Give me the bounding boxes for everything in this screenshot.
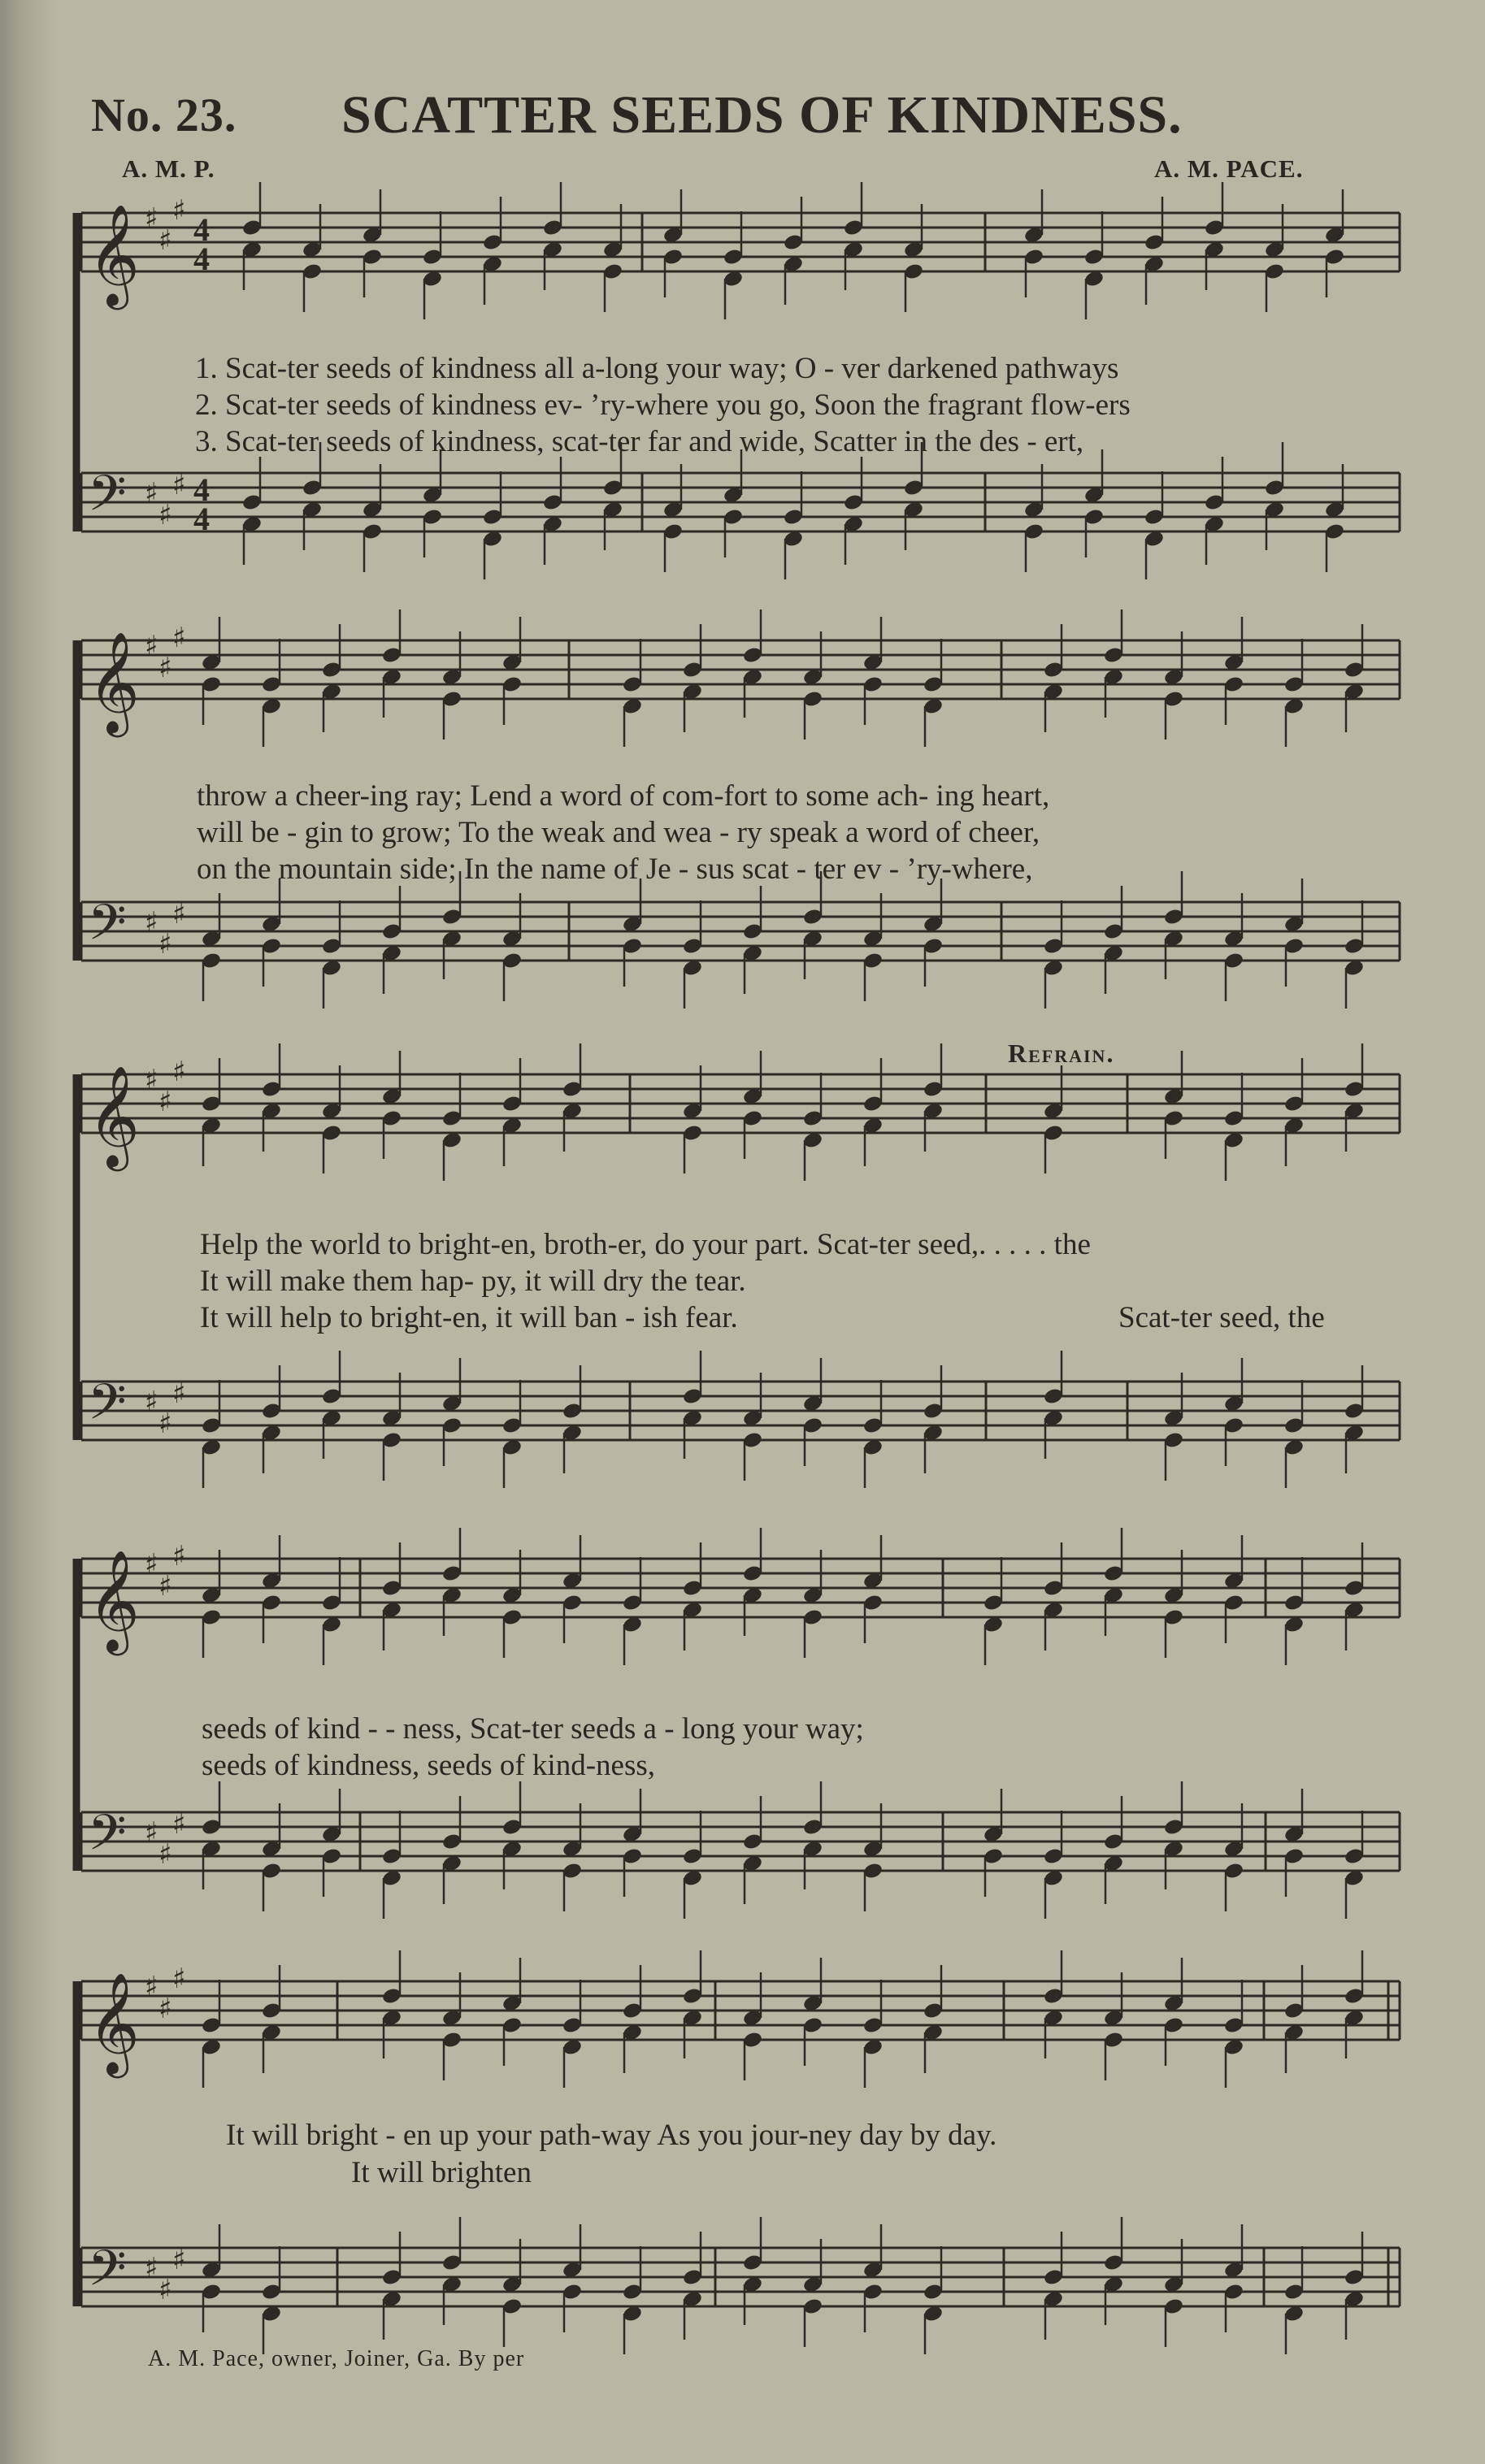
lyric-s2-v1: throw a cheer-ing ray; Lend a word of com-fort to some ach- ing heart, <box>197 779 1050 813</box>
treble-clef-icon: 𝄞 <box>88 1550 140 1651</box>
svg-text:♯: ♯ <box>145 1386 158 1418</box>
svg-text:♯: ♯ <box>158 1838 172 1871</box>
chord <box>381 609 402 718</box>
key-signature-a-major <box>145 469 185 531</box>
refrain-label: Refrain. <box>1008 1039 1115 1068</box>
chord <box>802 871 823 979</box>
chord <box>1103 2217 1124 2325</box>
svg-text:♯: ♯ <box>158 1086 172 1118</box>
treble-clef-icon: 𝄞 <box>88 1972 140 2074</box>
svg-text:♯: ♯ <box>172 1808 186 1841</box>
chord <box>1204 182 1225 290</box>
svg-text:♯: ♯ <box>145 906 158 939</box>
chord <box>1043 1950 1064 2058</box>
svg-text:4: 4 <box>193 211 210 248</box>
lyric-s3-l2: It will make them hap- py, it will dry the tear. <box>200 1265 746 1298</box>
time-signature <box>193 211 210 277</box>
chord <box>542 182 563 290</box>
lyric-s5-l2: It will brighten <box>351 2156 532 2189</box>
chord <box>321 1351 342 1459</box>
key-signature-a-major <box>145 898 185 961</box>
svg-text:♯: ♯ <box>158 1570 172 1603</box>
chord <box>441 871 462 979</box>
chord <box>682 1950 703 2058</box>
hymn-title: SCATTER SEEDS OF KINDNESS. <box>341 85 1183 145</box>
key-signature-a-major <box>145 622 185 684</box>
chord <box>441 1528 462 1636</box>
time-signature <box>193 471 210 537</box>
chord <box>1103 609 1124 718</box>
svg-text:4: 4 <box>193 241 210 277</box>
key-signature-a-major <box>145 1377 185 1440</box>
svg-text:♯: ♯ <box>172 898 186 931</box>
lyric-s5-l1: It will bright - en up your path-way As you jour-ney day by day. <box>226 2119 997 2152</box>
chord <box>241 182 263 290</box>
svg-text:♯: ♯ <box>145 1971 158 2003</box>
key-signature-a-major <box>145 1963 185 2025</box>
lyric-s2-v3: on the mountain side; In the name of Je - sus scat - ter ev - ’ry-where, <box>197 852 1033 886</box>
key-signature-a-major <box>145 1540 185 1603</box>
svg-text:♯: ♯ <box>158 2274 172 2306</box>
chord <box>742 2217 763 2325</box>
lyric-s3-l3b: Scat-ter seed, the <box>1118 1301 1325 1334</box>
svg-text:♯: ♯ <box>145 630 158 662</box>
svg-text:♯: ♯ <box>172 1963 186 1995</box>
svg-text:♯: ♯ <box>145 477 158 510</box>
key-signature-a-major <box>145 1808 185 1871</box>
svg-text:♯: ♯ <box>145 1064 158 1096</box>
composer-credit: A. M. PACE. <box>1154 154 1304 183</box>
svg-text:♯: ♯ <box>158 1408 172 1440</box>
chord <box>1043 1351 1064 1459</box>
svg-text:♯: ♯ <box>145 202 158 235</box>
chord <box>441 2217 462 2325</box>
chord <box>502 1781 523 1889</box>
lyric-s2-v2: will be - gin to grow; To the weak and wea - ry speak a word of cheer, <box>197 816 1040 849</box>
chord <box>802 1781 823 1889</box>
svg-text:♯: ♯ <box>172 1377 186 1410</box>
treble-clef-icon: 𝄞 <box>88 204 140 306</box>
svg-text:♯: ♯ <box>158 928 172 961</box>
key-signature-a-major <box>145 194 185 257</box>
svg-text:♯: ♯ <box>158 652 172 684</box>
lyric-s4-l2: seeds of kindness, seeds of kind-ness, <box>202 1749 655 1782</box>
footer-copyright: A. M. Pace, owner, Joiner, Ga. By per <box>148 2346 525 2371</box>
bass-clef-icon: 𝄢 <box>88 465 127 535</box>
lyric-s1-v2: 2. Scat-ter seeds of kindness ev- ’ry-where you go, Soon the fragrant flow-ers <box>195 388 1131 422</box>
svg-text:♯: ♯ <box>145 1816 158 1849</box>
chord <box>742 1528 763 1636</box>
chord <box>562 1043 583 1152</box>
chord <box>682 1351 703 1459</box>
svg-text:♯: ♯ <box>172 2244 186 2276</box>
treble-clef-icon: 𝄞 <box>88 1065 140 1167</box>
svg-text:♯: ♯ <box>158 224 172 257</box>
svg-text:♯: ♯ <box>172 469 186 501</box>
svg-text:♯: ♯ <box>145 1548 158 1581</box>
chord <box>1264 442 1285 550</box>
chord <box>742 609 763 718</box>
bass-clef-icon: 𝄢 <box>88 1373 127 1443</box>
svg-text:♯: ♯ <box>158 1993 172 2025</box>
svg-text:♯: ♯ <box>158 499 172 531</box>
chord <box>1103 1528 1124 1636</box>
chord <box>1344 1043 1365 1152</box>
chord <box>843 182 864 290</box>
chord <box>201 1781 222 1889</box>
svg-text:♯: ♯ <box>172 194 186 227</box>
lyric-s1-v1: 1. Scat-ter seeds of kindness all a-long your way; O - ver darkened pathways <box>195 352 1119 385</box>
lyric-s3-l3: It will help to bright-en, it will ban - ish fear. <box>200 1301 738 1334</box>
svg-text:4: 4 <box>193 471 210 508</box>
bass-clef-icon: 𝄢 <box>88 2240 127 2310</box>
lyricist-credit: A. M. P. <box>122 154 215 183</box>
chord <box>261 1043 282 1152</box>
svg-text:♯: ♯ <box>172 1540 186 1573</box>
svg-text:♯: ♯ <box>172 1056 186 1088</box>
lyric-s1-v3: 3. Scat-ter seeds of kindness, scat-ter far and wide, Scatter in the des - ert, <box>195 425 1084 458</box>
key-signature-a-major <box>145 2244 185 2306</box>
svg-text:♯: ♯ <box>172 622 186 654</box>
chord <box>1163 1781 1184 1889</box>
chord <box>1344 1950 1365 2058</box>
key-signature-a-major <box>145 1056 185 1118</box>
chord <box>923 1043 944 1152</box>
svg-text:4: 4 <box>193 501 210 537</box>
hymn-number: No. 23. <box>91 89 237 141</box>
svg-text:♯: ♯ <box>145 2252 158 2284</box>
lyric-s3-l1: Help the world to bright-en, broth-er, do your part. Scat-ter seed,. . . . . the <box>200 1228 1091 1261</box>
bass-clef-icon: 𝄢 <box>88 894 127 964</box>
chord <box>381 1950 402 2058</box>
chord <box>1163 871 1184 979</box>
bass-clef-icon: 𝄢 <box>88 1804 127 1874</box>
lyric-s4-l1: seeds of kind - - ness, Scat-ter seeds a - long your way; <box>202 1712 864 1746</box>
treble-clef-icon: 𝄞 <box>88 631 140 733</box>
